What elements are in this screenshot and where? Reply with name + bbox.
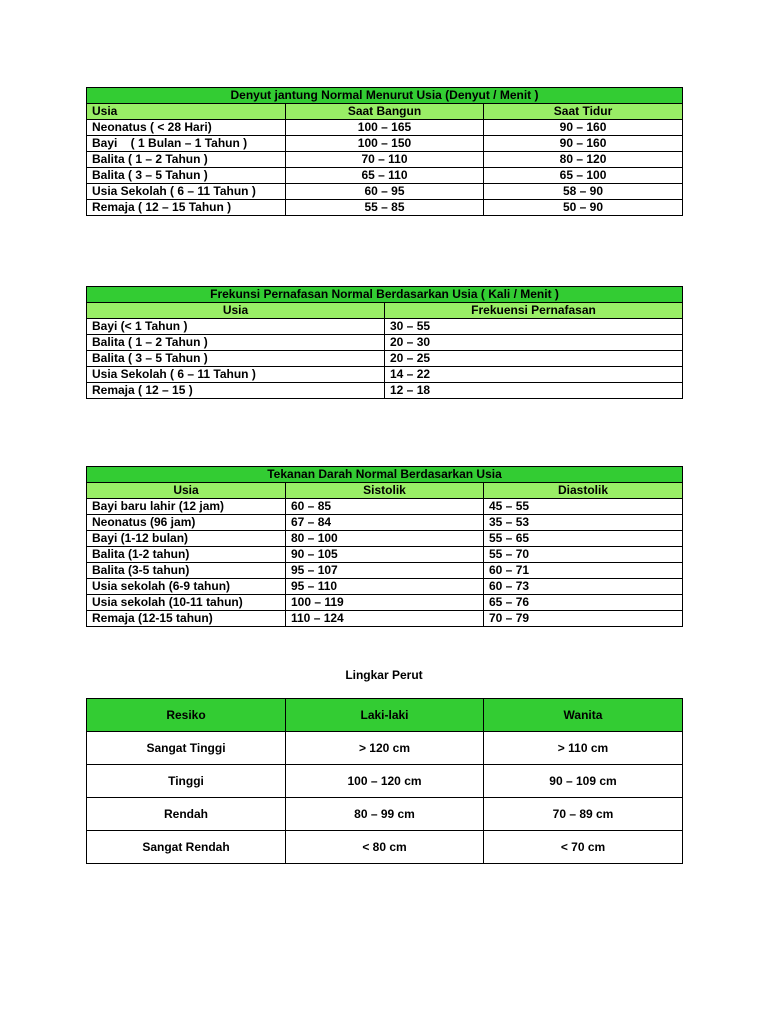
heart-rate-header-awake: Saat Bangun: [286, 104, 484, 120]
value-cell: < 80 cm: [286, 831, 484, 864]
table-row: [87, 531, 683, 547]
age-cell: Balita ( 3 – 5 Tahun ): [87, 168, 286, 184]
heart-rate-title: Denyut jantung Normal Menurut Usia (Denyut / Menit ): [87, 88, 683, 104]
table-row: [87, 579, 683, 595]
risk-cell: Sangat Tinggi: [87, 732, 286, 765]
value-cell: 55 – 65: [484, 531, 683, 547]
value-cell: 110 – 124: [286, 611, 484, 627]
value-cell: 70 – 89 cm: [484, 798, 683, 831]
table-row: [87, 351, 683, 367]
value-cell: 65 – 76: [484, 595, 683, 611]
age-cell: Bayi baru lahir (12 jam): [87, 499, 286, 515]
respiration-header-rate: Frekuensi Pernafasan: [385, 303, 683, 319]
table-row: [87, 168, 683, 184]
heart-rate-table: [86, 87, 683, 216]
table-row: [87, 200, 683, 216]
value-cell: 58 – 90: [484, 184, 683, 200]
value-cell: 100 – 165: [286, 120, 484, 136]
age-cell: Balita ( 1 – 2 Tahun ): [87, 335, 385, 351]
heart-rate-header-age: Usia: [87, 104, 286, 120]
value-cell: 90 – 105: [286, 547, 484, 563]
age-cell: Bayi ( 1 Bulan – 1 Tahun ): [87, 136, 286, 152]
value-cell: 30 – 55: [385, 319, 683, 335]
value-cell: 35 – 53: [484, 515, 683, 531]
age-cell: Bayi (1-12 bulan): [87, 531, 286, 547]
respiration-header-age: Usia: [87, 303, 385, 319]
age-cell: Remaja ( 12 – 15 ): [87, 383, 385, 399]
table-row: [87, 765, 683, 798]
value-cell: 50 – 90: [484, 200, 683, 216]
value-cell: 95 – 107: [286, 563, 484, 579]
value-cell: 20 – 25: [385, 351, 683, 367]
risk-cell: Tinggi: [87, 765, 286, 798]
value-cell: 45 – 55: [484, 499, 683, 515]
age-cell: Remaja ( 12 – 15 Tahun ): [87, 200, 286, 216]
blood-pressure-header-systolic: Sistolik: [286, 483, 484, 499]
table-row: [87, 499, 683, 515]
value-cell: 65 – 110: [286, 168, 484, 184]
table-row: [87, 335, 683, 351]
blood-pressure-table: [86, 466, 683, 627]
value-cell: > 110 cm: [484, 732, 683, 765]
value-cell: 90 – 109 cm: [484, 765, 683, 798]
waist-header-female: Wanita: [484, 699, 683, 732]
age-cell: Remaja (12-15 tahun): [87, 611, 286, 627]
risk-cell: Rendah: [87, 798, 286, 831]
table-row: [87, 319, 683, 335]
risk-cell: Sangat Rendah: [87, 831, 286, 864]
value-cell: 67 – 84: [286, 515, 484, 531]
age-cell: Balita (1-2 tahun): [87, 547, 286, 563]
table-row: [87, 136, 683, 152]
value-cell: 80 – 100: [286, 531, 484, 547]
table-row: [87, 831, 683, 864]
table-row: [87, 595, 683, 611]
value-cell: 55 – 85: [286, 200, 484, 216]
value-cell: 100 – 150: [286, 136, 484, 152]
blood-pressure-title: Tekanan Darah Normal Berdasarkan Usia: [87, 467, 683, 483]
value-cell: 95 – 110: [286, 579, 484, 595]
value-cell: 12 – 18: [385, 383, 683, 399]
age-cell: Neonatus (96 jam): [87, 515, 286, 531]
table-row: [87, 184, 683, 200]
age-cell: Usia sekolah (10-11 tahun): [87, 595, 286, 611]
value-cell: 100 – 120 cm: [286, 765, 484, 798]
respiration-table: [86, 286, 683, 399]
value-cell: > 120 cm: [286, 732, 484, 765]
waist-header-male: Laki-laki: [286, 699, 484, 732]
age-cell: Usia sekolah (6-9 tahun): [87, 579, 286, 595]
age-cell: Balita (3-5 tahun): [87, 563, 286, 579]
table-row: [87, 798, 683, 831]
table-row: [87, 383, 683, 399]
table-row: [87, 563, 683, 579]
value-cell: 70 – 79: [484, 611, 683, 627]
table-row: [87, 120, 683, 136]
age-cell: Usia Sekolah ( 6 – 11 Tahun ): [87, 367, 385, 383]
value-cell: 80 – 99 cm: [286, 798, 484, 831]
table-row: [87, 152, 683, 168]
value-cell: 90 – 160: [484, 136, 683, 152]
waist-title: Lingkar Perut: [345, 668, 423, 682]
table-row: [87, 732, 683, 765]
age-cell: Usia Sekolah ( 6 – 11 Tahun ): [87, 184, 286, 200]
age-cell: Neonatus ( < 28 Hari): [87, 120, 286, 136]
age-cell: Balita ( 1 – 2 Tahun ): [87, 152, 286, 168]
blood-pressure-header-age: Usia: [87, 483, 286, 499]
heart-rate-header-asleep: Saat Tidur: [484, 104, 683, 120]
value-cell: 14 – 22: [385, 367, 683, 383]
value-cell: 90 – 160: [484, 120, 683, 136]
age-cell: Bayi (< 1 Tahun ): [87, 319, 385, 335]
respiration-title: Frekunsi Pernafasan Normal Berdasarkan Usia ( Kali / Menit ): [87, 287, 683, 303]
table-row: [87, 547, 683, 563]
value-cell: 60 – 85: [286, 499, 484, 515]
value-cell: 60 – 71: [484, 563, 683, 579]
value-cell: 70 – 110: [286, 152, 484, 168]
value-cell: < 70 cm: [484, 831, 683, 864]
waist-header-risk: Resiko: [87, 699, 286, 732]
value-cell: 65 – 100: [484, 168, 683, 184]
value-cell: 100 – 119: [286, 595, 484, 611]
value-cell: 80 – 120: [484, 152, 683, 168]
blood-pressure-header-diastolic: Diastolik: [484, 483, 683, 499]
table-row: [87, 367, 683, 383]
value-cell: 60 – 95: [286, 184, 484, 200]
value-cell: 20 – 30: [385, 335, 683, 351]
table-row: [87, 611, 683, 627]
value-cell: 60 – 73: [484, 579, 683, 595]
value-cell: 55 – 70: [484, 547, 683, 563]
waist-table: [86, 698, 683, 864]
age-cell: Balita ( 3 – 5 Tahun ): [87, 351, 385, 367]
table-row: [87, 515, 683, 531]
